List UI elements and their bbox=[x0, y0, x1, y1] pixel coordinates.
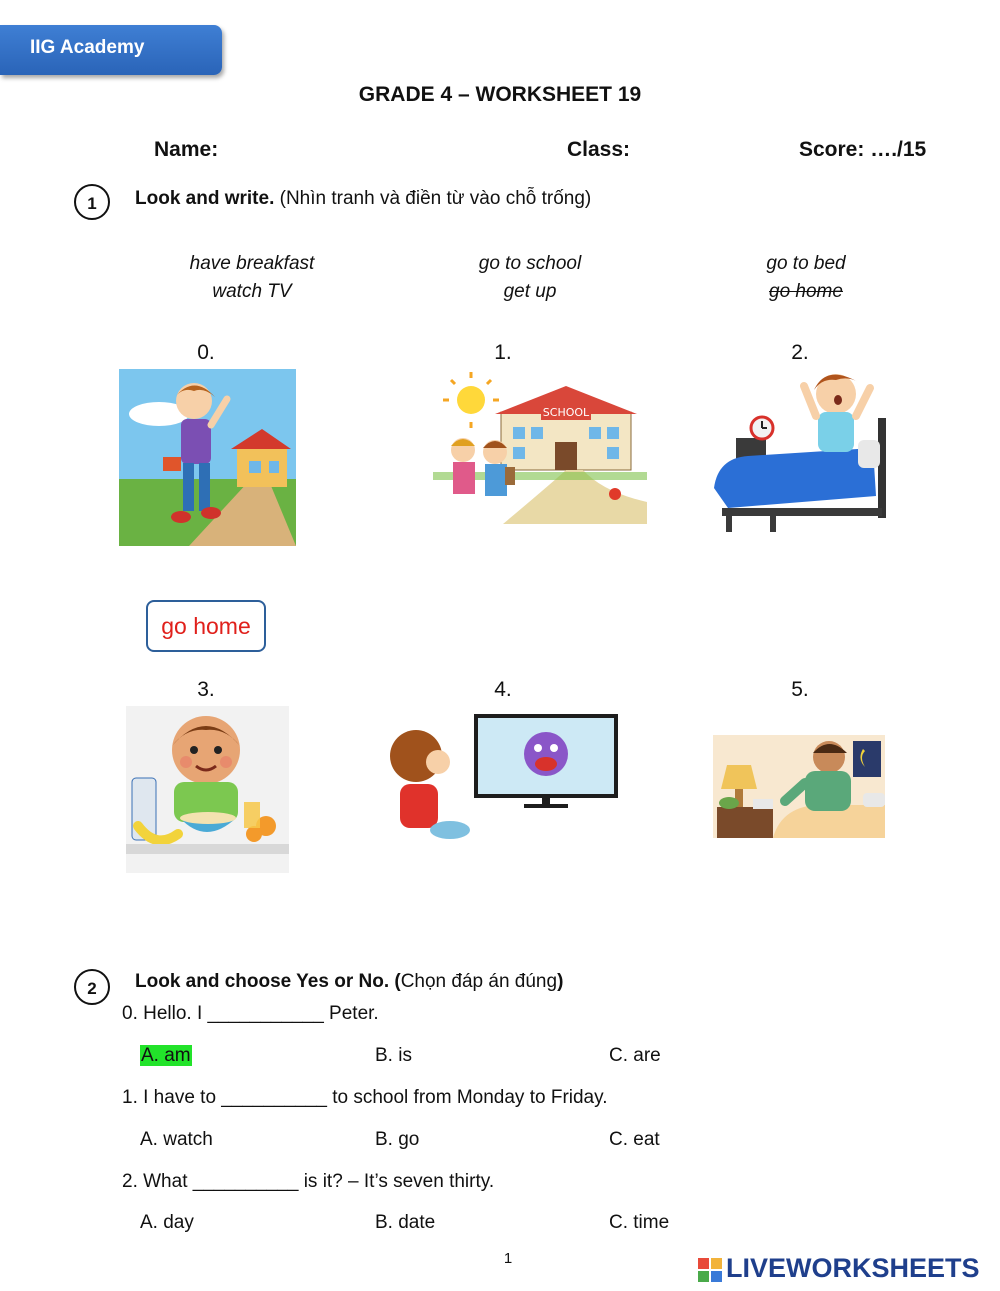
picture-number: 2. bbox=[791, 341, 809, 364]
picture-number: 0. bbox=[197, 341, 215, 364]
example-answer-box[interactable]: go home bbox=[146, 600, 266, 652]
option-0-b[interactable]: B. is bbox=[375, 1045, 412, 1066]
question-2: 2. What __________ is it? – It’s seven thirty. bbox=[122, 1171, 495, 1192]
question-1: 1. I have to __________ to school from Monday to Friday. bbox=[122, 1087, 608, 1108]
svg-text:SCHOOL: SCHOOL bbox=[542, 406, 590, 419]
selected-answer-highlight: A. am bbox=[141, 1045, 191, 1066]
option-0-a[interactable] bbox=[140, 1045, 192, 1067]
section-1-instruction: Look and write. (Nhìn tranh và điền từ vào chỗ trống) bbox=[135, 188, 592, 209]
boy-getting-up-picture bbox=[708, 368, 892, 536]
section-1-number: 1 bbox=[74, 184, 110, 220]
class-label: Class: bbox=[567, 138, 631, 161]
boy-watching-tv-picture bbox=[386, 710, 620, 848]
picture-number: 5. bbox=[791, 678, 809, 701]
option-1-b[interactable]: B. go bbox=[375, 1129, 420, 1150]
option-0-c[interactable]: C. are bbox=[609, 1045, 661, 1066]
option-2-c[interactable]: C. time bbox=[609, 1212, 670, 1233]
academy-badge: IIG Academy bbox=[0, 25, 222, 75]
man-going-to-bed-picture bbox=[713, 735, 885, 838]
word-bank-item: get up bbox=[503, 281, 557, 302]
option-1-a[interactable]: A. watch bbox=[140, 1129, 213, 1150]
word-bank-item: go to school bbox=[478, 253, 582, 274]
children-going-to-school-picture bbox=[433, 372, 647, 524]
boy-having-breakfast-picture bbox=[126, 706, 289, 873]
word-bank-item: go to bed bbox=[766, 253, 846, 274]
option-1-c[interactable]: C. eat bbox=[609, 1129, 660, 1150]
option-2-a[interactable]: A. day bbox=[140, 1212, 194, 1233]
score-label: Score: …./15 bbox=[799, 138, 927, 161]
liveworksheets-brand[interactable]: LIVEWORKSHEETS bbox=[726, 1253, 980, 1283]
name-label: Name: bbox=[154, 138, 219, 161]
word-bank-item: watch TV bbox=[212, 281, 292, 302]
section-2-number: 2 bbox=[74, 969, 110, 1005]
liveworksheets-logo-icon bbox=[698, 1258, 722, 1282]
section-2-instruction: Look and choose Yes or No. (Chọn đáp án đúng) bbox=[135, 971, 564, 992]
word-bank-item-used: go home bbox=[769, 281, 843, 302]
worksheet-title: GRADE 4 – WORKSHEET 19 bbox=[358, 83, 642, 106]
picture-number: 4. bbox=[494, 678, 512, 701]
option-2-b[interactable]: B. date bbox=[375, 1212, 436, 1233]
boy-walking-home-picture bbox=[119, 369, 296, 546]
question-0: 0. Hello. I ___________ Peter. bbox=[122, 1003, 379, 1024]
page-number: 1 bbox=[503, 1250, 513, 1267]
word-bank-item: have breakfast bbox=[189, 253, 315, 274]
picture-number: 3. bbox=[197, 678, 215, 701]
picture-number: 1. bbox=[494, 341, 512, 364]
